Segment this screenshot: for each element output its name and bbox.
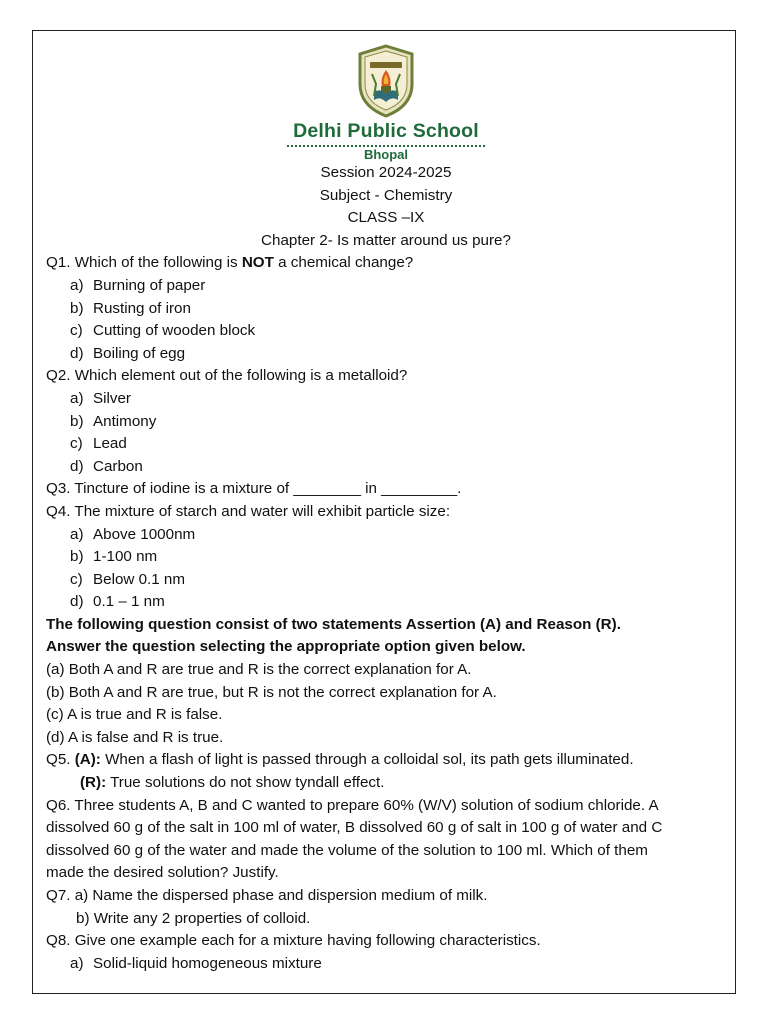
question-1-suffix: a chemical change? (273, 254, 414, 272)
question-5-prefix: Q5. (46, 751, 75, 769)
question-2-options (46, 388, 726, 478)
question-6 (46, 795, 726, 885)
option-text: Lead (93, 435, 127, 453)
question-2: Q2. Which element out of the following is a metalloid? (46, 367, 408, 385)
option (46, 275, 726, 298)
assertion-option: (d) A is false and R is true. (46, 728, 224, 746)
question-1-options (46, 275, 726, 365)
option-label: b) (70, 548, 84, 566)
option-text: Above 1000nm (93, 525, 196, 543)
option-label: b) (70, 299, 84, 317)
question-6-line: made the desired solution? Justify. (46, 864, 279, 882)
option-text: Burning of paper (93, 276, 206, 294)
option-text: Boiling of egg (93, 344, 186, 362)
assertion-instruction-2: Answer the question selecting the appropriate option given below. (46, 638, 526, 656)
option (46, 388, 726, 411)
option-label: d) (70, 344, 84, 362)
question-6-line: dissolved 60 g of the salt in 100 ml of water, B dissolved 60 g of salt in 100 g of water and C (46, 819, 663, 837)
question-6-line: Q6. Three students A, B and C wanted to prepare 60% (W/V) solution of sodium chloride. A (46, 796, 659, 814)
option-text: Cutting of wooden block (93, 322, 256, 340)
assertion-label: (A): (74, 751, 101, 769)
option-label: d) (70, 457, 84, 475)
option (46, 953, 726, 976)
question-1 (46, 252, 726, 275)
option (46, 411, 726, 434)
question-7a: Q7. a) Name the dispersed phase and dispersion medium of milk. (46, 887, 488, 904)
option-text: Silver (93, 389, 131, 407)
school-crest-icon (354, 44, 418, 118)
option-label: a) (70, 525, 84, 543)
option-text: Rusting of iron (93, 299, 191, 317)
option (46, 433, 726, 456)
question-7b: b) Write any 2 properties of colloid. (76, 909, 311, 927)
question-1-emphasis: NOT (241, 254, 274, 272)
question-5-assertion (46, 749, 726, 772)
option-text: Below 0.1 nm (93, 570, 186, 588)
school-logo (46, 44, 726, 118)
session-line: Session 2024-2025 (320, 164, 452, 181)
question-4: Q4. The mixture of starch and water will exhibit particle size: (46, 502, 451, 520)
question-5-reason (46, 772, 726, 795)
question-6-line: dissolved 60 g of the water and made the volume of the solution to 100 ml. Which of them (46, 841, 648, 859)
option-text: Carbon (93, 457, 143, 475)
option (46, 298, 726, 321)
question-8: Q8. Give one example each for a mixture having following characteristics. (46, 932, 541, 950)
option (46, 524, 726, 547)
assertion-option: (a) Both A and R are true and R is the correct explanation for A. (46, 661, 472, 679)
reason-text: True solutions do not show tyndall effect. (106, 774, 385, 792)
class-line: CLASS –IX (347, 209, 425, 227)
option-text: Antimony (93, 412, 157, 430)
option (46, 343, 726, 366)
question-4-options (46, 524, 726, 614)
reason-label: (R): (80, 774, 107, 792)
option-text: 1-100 nm (93, 548, 158, 566)
assertion-option: (b) Both A and R are true, but R is not the correct explanation for A. (46, 683, 497, 701)
question-3: Q3. Tincture of iodine is a mixture of ________ in _________. (46, 480, 462, 498)
chapter-line: Chapter 2- Is matter around us pure? (261, 231, 511, 249)
option-label: c) (70, 435, 83, 453)
worksheet (46, 44, 726, 975)
option (46, 320, 726, 343)
option-label: d) (70, 593, 84, 611)
school-name: Delhi Public School (293, 120, 479, 142)
option (46, 546, 726, 569)
option (46, 569, 726, 592)
assertion-instruction-1: The following question consist of two statements Assertion (A) and Reason (R). (46, 615, 621, 633)
question-1-prefix: Q1. Which of the following is (46, 254, 242, 272)
subject-line: Subject - Chemistry (319, 186, 453, 204)
question-8-options (46, 953, 726, 976)
option-label: b) (70, 412, 84, 430)
assertion-text: When a flash of light is passed through a colloidal sol, its path gets illuminated. (100, 751, 634, 769)
assertion-option: (c) A is true and R is false. (46, 706, 223, 724)
option-label: a) (70, 276, 84, 294)
option-text: 0.1 – 1 nm (93, 593, 165, 611)
option-label: c) (70, 570, 83, 588)
school-wordmark (46, 118, 726, 162)
option-text: Solid-liquid homogeneous mixture (93, 954, 322, 972)
option-label: a) (70, 389, 84, 407)
option-label: a) (70, 954, 84, 972)
option (46, 591, 726, 614)
option (46, 456, 726, 479)
option-label: c) (70, 322, 83, 340)
school-city: Bhopal (363, 146, 409, 162)
